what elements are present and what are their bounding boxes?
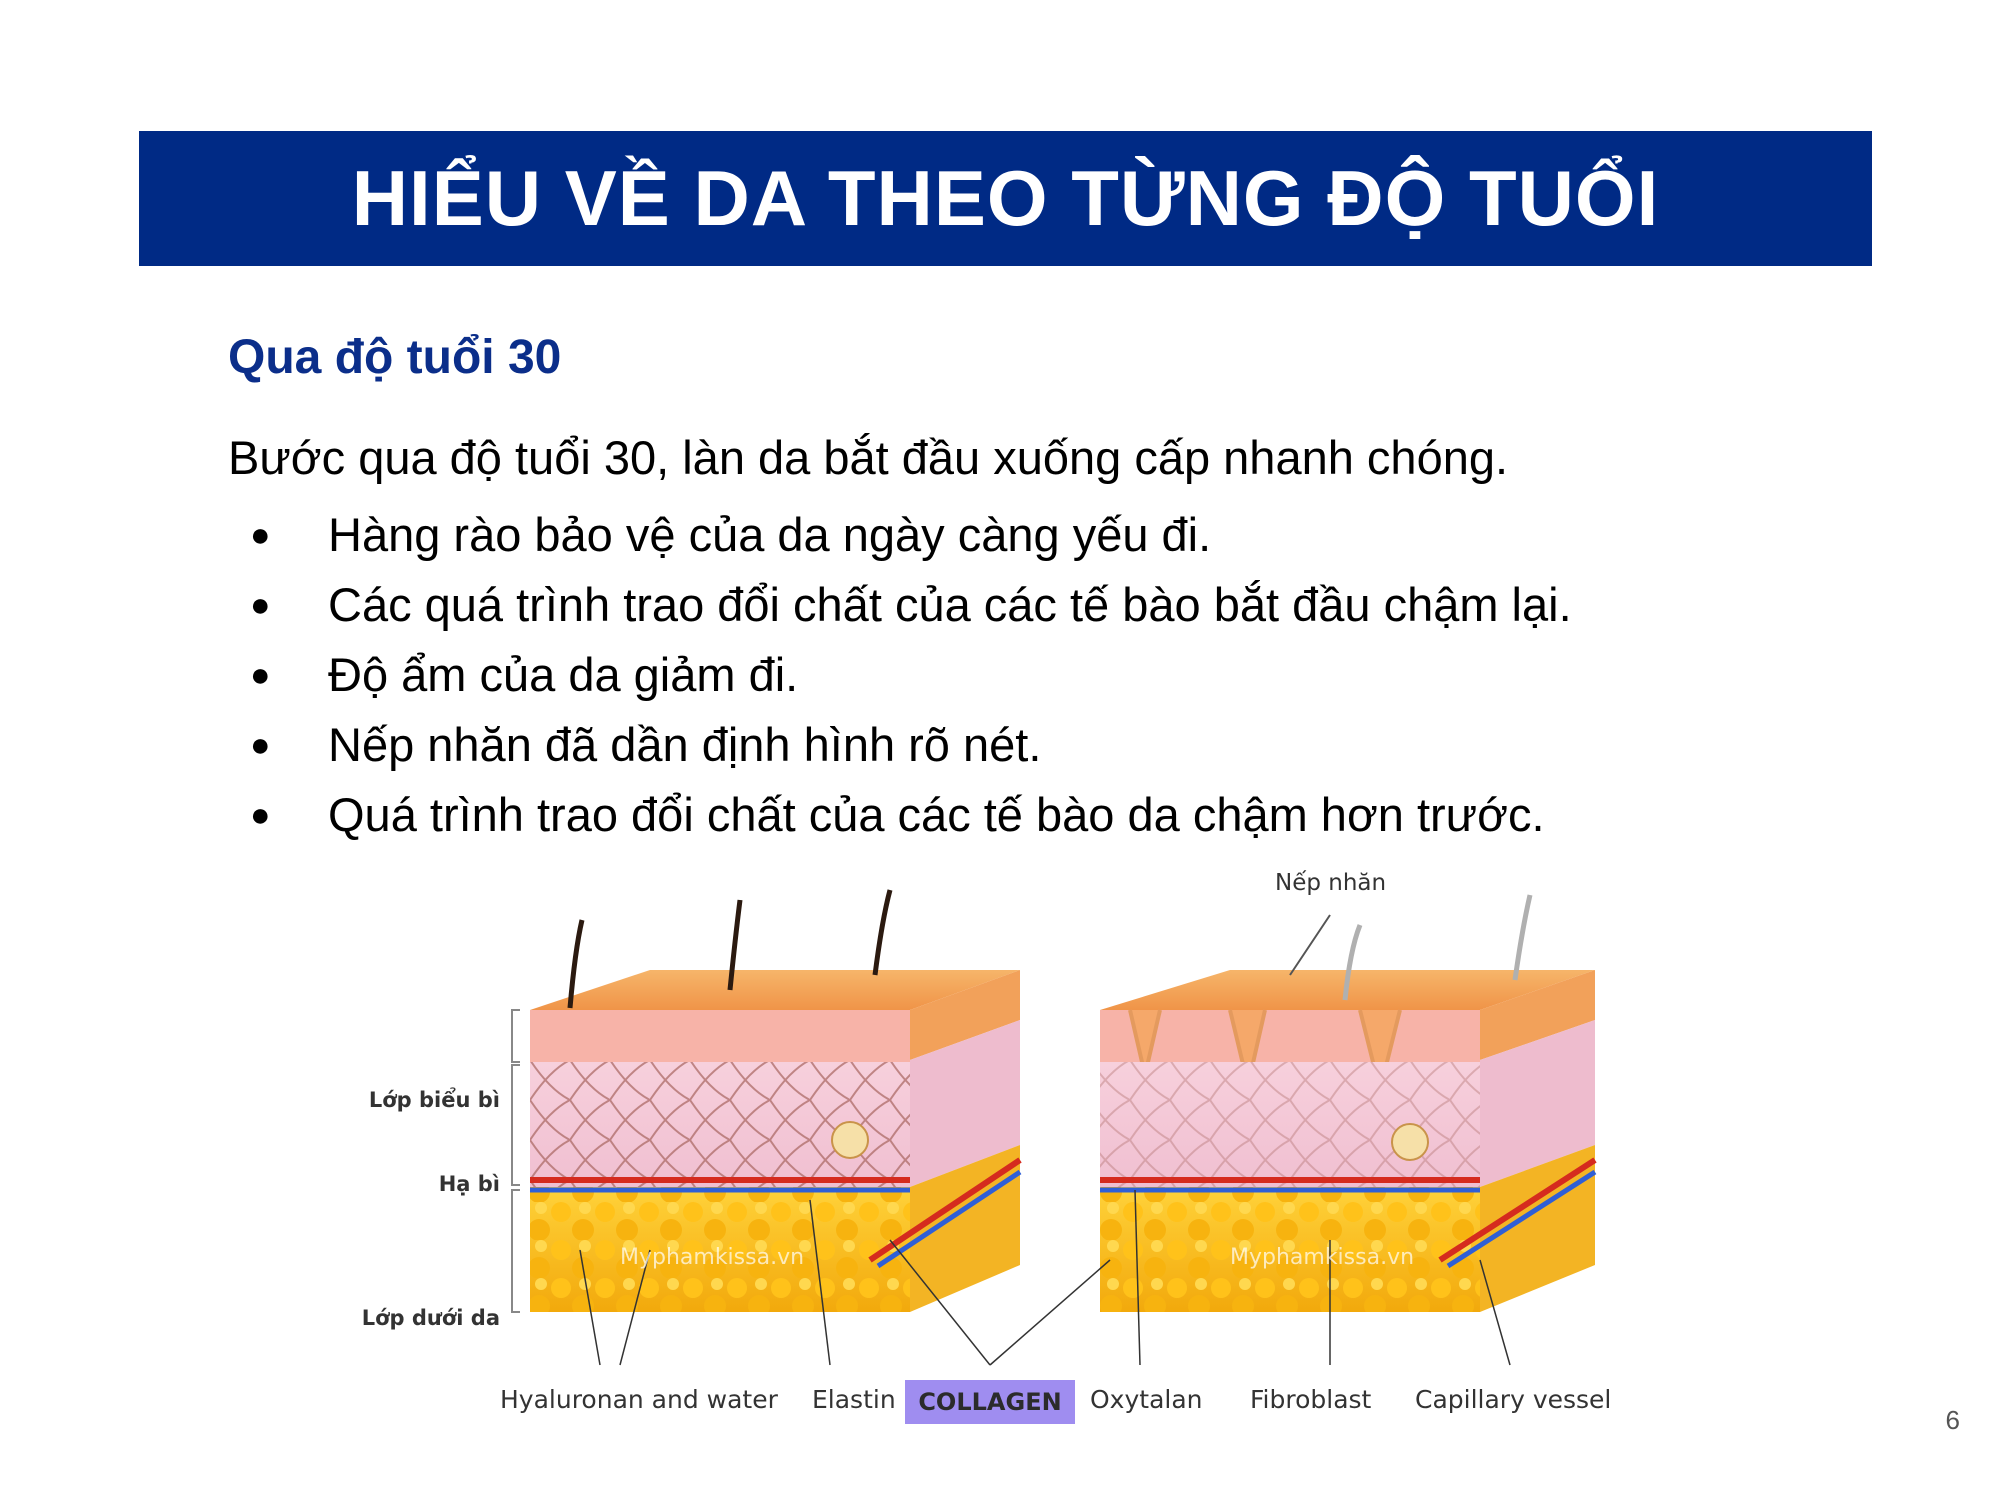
page-number: 6 [1945, 1405, 1960, 1435]
bullet-dot: ● [250, 656, 271, 694]
label-wrinkle: Nếp nhăn [1275, 870, 1387, 896]
layer-brackets [512, 1010, 520, 1312]
label-hypodermis: Lớp dưới da [361, 1306, 500, 1330]
intro-text: Bước qua độ tuổi 30, làn da bắt đầu xuống cấp nhanh chóng. [228, 431, 1509, 484]
bullet-dot: ● [250, 796, 271, 834]
label-dermis: Hạ bì [438, 1172, 500, 1196]
bullet-dot: ● [250, 516, 271, 554]
watermark-left: Myphamkissa.vn [620, 1245, 805, 1270]
section-subtitle: Qua độ tuổi 30 [228, 331, 562, 384]
label-hyaluronan: Hyaluronan and water [500, 1385, 778, 1414]
bullet-text: Hàng rào bảo vệ của da ngày càng yếu đi. [328, 508, 1212, 561]
skin-illustration [330, 860, 1675, 1370]
watermark-right: Myphamkissa.vn [1230, 1245, 1415, 1270]
collagen-badge [905, 1380, 1075, 1424]
skin-layers-figure [330, 860, 1675, 1440]
title-bar [139, 131, 1872, 266]
label-elastin: Elastin [812, 1385, 896, 1414]
bullet-text: Nếp nhăn đã dần định hình rõ nét. [328, 718, 1042, 771]
label-epidermis: Lớp biểu bì [368, 1088, 500, 1112]
label-oxytalan: Oxytalan [1090, 1385, 1203, 1414]
bullet-text: Độ ẩm của da giảm đi. [328, 648, 799, 701]
label-capillary-vessel: Capillary vessel [1415, 1385, 1612, 1414]
bullet-text: Các quá trình trao đổi chất của các tế bào bắt đầu chậm lại. [328, 578, 1572, 631]
bullet-dot: ● [250, 726, 271, 764]
slide-title: HIỂU VỀ DA THEO TỪNG ĐỘ TUỔI [351, 154, 1660, 242]
bullet-text: Quá trình trao đổi chất của các tế bào da chậm hơn trước. [328, 788, 1545, 841]
bullet-dot: ● [250, 586, 271, 624]
label-collagen: COLLAGEN [918, 1388, 1062, 1416]
label-fibroblast: Fibroblast [1250, 1385, 1372, 1414]
